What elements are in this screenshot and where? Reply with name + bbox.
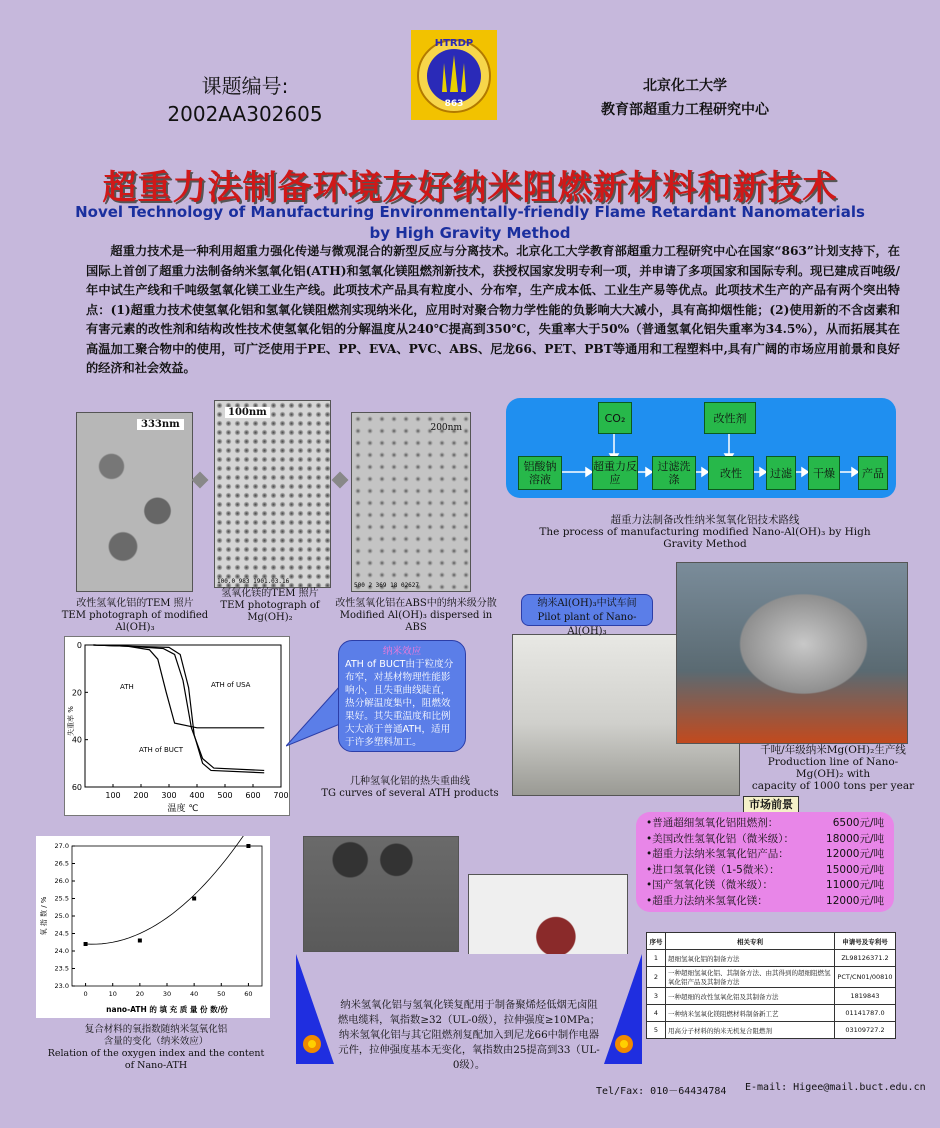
star-icon [303,1035,321,1053]
y-tick-label: 26.0 [54,877,69,885]
caption-oxygen-cn1: 复合材料的氧指数随纳米氢氧化铝 [84,1024,228,1035]
market-product: •超重力法纳米氢氧化铝产品： [646,848,789,860]
y-tick-label: 24.5 [54,929,69,938]
table-row [647,1005,896,1022]
caption-oxygen-cn2: 含量的变化（纳米效应） [103,1036,209,1047]
diamond-connector-2 [332,472,349,489]
photo-footer-3: 500 2 369 18 02627 [354,582,420,589]
market-product: •进口氢氧化镁（1-5微米）： [646,863,780,876]
project-code: 2002AA302605 [167,102,323,126]
market-price: 15000元/吨 [826,863,884,876]
caption-tem-abs [334,598,498,634]
caption-production-line-cn: 千吨/年级纳米Mg(OH)₂生产线 [760,744,906,756]
table-cell: 3 [647,988,666,1005]
table-cell: 一种超细氢氧化铝、其制备方法、由其得到的超细阻燃氢氧化铝产品及其制备方法 [666,967,835,988]
table-cell: 1819843 [835,988,896,1005]
table-cell: 用高分子材料的纳米无机复合阻燃剂 [666,1022,835,1039]
pilot-plant-label-en: Pilot plant of Nano- Al(OH)₃ [537,612,637,637]
footer-email: E-mail: Higee@mail.buct.edu.cn [745,1082,926,1093]
caption-production-line-en1: Production line of Nano-Mg(OH)₂ with [767,756,899,780]
oxygen-chart-panel [36,836,270,1018]
table-cell: ZL98126371.2 [835,950,896,967]
y-tick-label: 0 [76,641,82,650]
x-axis-label: 温度 ℃ [167,804,199,814]
flow-step-6: 干燥 [808,456,840,490]
y-tick-label: 25.5 [54,894,69,903]
y-tick-label: 60 [71,783,82,792]
series-label: ATH [120,683,134,691]
institution-block [560,74,810,122]
caption-tem-ath-cn: 改性氢氧化铝的TEM 照片 [76,598,194,609]
title-english [40,202,900,244]
table-cell: 4 [647,1005,666,1022]
caption-flow-en: The process of manufacturing modified Nano-Al(OH)₃ by High Gravity Method [539,526,871,550]
y-tick-label: 24.0 [54,947,69,955]
y-tick-label: 26.5 [54,859,69,868]
parts-caption: 纳米氢氧化铝与氢氧化镁复配用于制备聚烯烃低烟无卤阻燃电缆料，氧指数≥32（UL-0级），拉伸强度≥10MPa；纳米氢氧化铝与其它阻燃剂复配加入到尼龙66中制作电器元件，拉伸强度基本无变化，氧指数由25提高到33（UL-0级）。 [337,999,601,1071]
flow-step-3: 过滤洗涤 [652,456,696,490]
y-tick-label: 20 [71,688,82,698]
market-row [646,894,884,910]
table-header: 申请号及专利号 [835,933,896,950]
x-tick-label: 40 [190,990,199,998]
market-product: •美国改性氢氧化铝（微米级）： [646,832,794,845]
table-cell: 1 [647,950,666,967]
flow-step-7: 产品 [858,456,888,490]
tg-chart-panel [64,636,290,816]
production-line-photo [676,562,908,744]
x-tick-label: 60 [244,990,253,998]
caption-flow-cn: 超重力法制备改性纳米氢氧化铝技术路线 [610,514,800,526]
flow-step-5: 过滤 [766,456,796,490]
x-tick-label: 700 [273,791,289,800]
cable-parts-photo [303,836,459,952]
tem-photo-mgoh2 [214,400,331,588]
university-name: 北京化工大学 [643,78,727,94]
callout-body: ATH of BUCT由于粒度分布窄，对基材物理性能影响小，且失重曲线陡直，热分解温度集中，阻燃效果好。其失重温度和比例大大高于普通ATH，适用于许多塑料加工。 [345,659,454,748]
flow-step-2: 超重力反应 [592,456,638,490]
y-tick-label: 23.0 [54,982,69,990]
nano-effect-callout [338,640,466,752]
logo-text-top: HTRDP [434,38,474,49]
table-row [647,967,896,988]
title-chinese: 超重力法制备环境友好纳米阻燃新材料和新技术 [102,168,838,208]
caption-oxygen [36,1024,276,1072]
x-tick-label: 30 [162,990,172,998]
data-point [84,942,88,946]
project-label: 课题编号: [201,74,289,98]
data-point [192,897,196,901]
y-axis-label: 失重率 % [67,706,75,736]
market-product: •超重力法纳米氢氧化镁： [646,894,768,907]
table-row [647,988,896,1005]
patents-table [646,932,896,1039]
table-cell: 01141787.0 [835,1005,896,1022]
logo-emblem [411,30,497,120]
table-header: 序号 [647,933,666,950]
callout-pointer [286,680,342,750]
market-row [646,832,884,848]
caption-production-line [748,744,918,792]
scale-label-2: 100nm [225,407,270,418]
market-product: •国产氢氧化镁（微米级）： [646,879,773,891]
caption-tem-abs-cn: 改性氢氧化铝在ABS中的纳米级分散 [335,598,497,609]
market-price-list [636,812,894,912]
logo-text-bottom: 863 [444,99,464,109]
caption-tem-mg [200,588,340,624]
y-tick-label: 23.5 [54,964,69,973]
caption-production-line-en2: capacity of 1000 tons per year [751,780,915,792]
market-row [646,816,884,832]
market-row [646,878,884,894]
caption-tem-mg-en: TEM photograph of Mg(OH)₂ [220,600,320,623]
caption-oxygen-en1: Relation of the oxygen index and the content [47,1048,265,1059]
caption-oxygen-en2: of Nano-ATH [124,1060,188,1071]
x-tick-label: 50 [217,990,226,998]
market-product: •普通超细氢氧化铝阻燃剂： [646,817,779,829]
x-tick-label: 100 [105,791,121,800]
callout-title: 纳米效应 [382,646,422,657]
table-cell: 超细氢氧化铝的制备方法 [666,950,835,967]
data-point [246,844,250,848]
table-row [647,1022,896,1039]
table-cell: 2 [647,967,666,988]
caption-tg-en: TG curves of several ATH products [321,788,499,799]
tg-chart [65,637,289,815]
y-tick-label: 27.0 [54,842,69,850]
project-code-block [160,72,330,128]
oxygen-index-chart [36,836,270,1018]
pilot-plant-label [521,594,653,637]
tem-photo-ath [76,412,193,592]
market-price: 6500元/吨 [832,817,884,829]
x-tick-label: 500 [217,791,233,800]
abstract-text: 超重力技术是一种利用超重力强化传递与微观混合的新型反应与分离技术。北京化工大学教育部超重力工程研究中心在国家“863”计划支持下，在国际上首创了超重力法制备纳米氢氧化铝(ATH)和氢氧化镁阻燃剂新技术，获授权国家发明专利一项，并申请了多项国家和国际专利。现已建成百吨级/年中试生产线和千吨级氢氧化镁工业生产线。此项技术产品具有粒度小、分布窄，生产成本低、工业生产易等优点。此项技术生产的产品有两个突出特点：(1)超重力技术使氢氧化铝和氢氧化镁阻燃剂实现纳米化，应用时对聚合物力学性能的负影响大大减小，具有高抑烟性能；(2)使用新的不含卤素和有害元素的改性剂和结构改性技术使氢氧化铝的分解温度从240℃提高到350℃，失重率大于50%（普通氢氧化铝失重率为34.5%），从而拓展其在高温加工聚合物中的使用，可广泛使用于PE、PP、EVA、PVC、ABS、尼龙66、PET、PBT等通用和工程塑料中,具有广阔的市场应用前景和良好的经济和社会效益。 [86,244,900,375]
market-price: 12000元/吨 [826,848,884,860]
table-cell: 5 [647,1022,666,1039]
footer-tel: Tel/Fax: 010－64434784 [596,1086,727,1097]
fit-curve [86,836,249,944]
series-label: ATH of BUCT [139,746,184,754]
caption-tem-ath-en: TEM photograph of modified Al(OH)₃ [61,610,209,633]
flow-step-1: 铝酸钠溶液 [518,456,562,490]
tem-photo-abs [351,412,471,592]
star-icon [615,1035,633,1053]
caption-tg [300,776,520,800]
table-cell: 03109727.2 [835,1022,896,1039]
diamond-connector-1 [192,472,209,489]
x-tick-label: 20 [135,990,144,998]
process-flow-diagram [506,398,896,498]
series-label: ATH of USA [211,681,251,689]
market-price: 11000元/吨 [826,879,884,891]
plot-frame [72,846,262,986]
table-cell: PCT/CN01/00810 [835,967,896,988]
market-price: 12000元/吨 [826,894,884,907]
x-tick-label: 400 [189,791,205,800]
x-tick-label: 300 [161,791,177,800]
table-row [647,950,896,967]
pilot-plant-label-cn: 纳米Al(OH)₃中试车间 [537,598,637,609]
table-header-row [647,933,896,950]
caption-flow [520,514,890,550]
flow-box-modifier: 改性剂 [704,402,756,434]
photo-footer-2: 100.0 983 1901.03.16 [217,578,290,585]
data-point [138,939,142,943]
x-tick-label: 0 [83,990,88,998]
market-row [646,863,884,879]
market-title: 市场前景 [743,796,799,814]
table-cell: 一种超细的改性氢氧化铝及其制备方法 [666,988,835,1005]
program-logo [411,30,497,120]
caption-tem-mg-cn: 氢氧化镁的TEM 照片 [221,588,319,599]
table-header: 相关专利 [666,933,835,950]
scale-label-3: 200nm [430,423,462,433]
title-english-line1: Novel Technology of Manufacturing Environmentally-friendly Flame Retardant Nanomaterials [75,203,865,221]
y-tick-label: 25.0 [54,912,69,920]
caption-tem-ath [50,598,220,634]
table-cell: 一种纳米氢氧化镁阻燃材料制备新工艺 [666,1005,835,1022]
caption-tg-cn: 几种氢氧化铝的热失重曲线 [350,776,470,787]
center-name: 教育部超重力工程研究中心 [601,102,769,118]
flow-step-4: 改性 [708,456,754,490]
scale-label-1: 333nm [137,419,184,430]
y-axis-label: 氧 指 数 / % [40,896,48,936]
market-row [646,847,884,863]
flow-box-co2: CO₂ [598,402,632,434]
x-tick-label: 200 [133,791,149,800]
x-tick-label: 10 [108,990,117,998]
caption-tem-abs-en: Modified Al(OH)₃ dispersed in ABS [339,610,493,633]
x-tick-label: 600 [245,791,261,800]
y-tick-label: 40 [71,735,82,745]
x-axis-label: nano-ATH 的 填 充 质 量 份 数/份 [106,1005,228,1014]
market-price: 18000元/吨 [826,832,884,845]
title-english-line2: by High Gravity Method [369,224,571,242]
